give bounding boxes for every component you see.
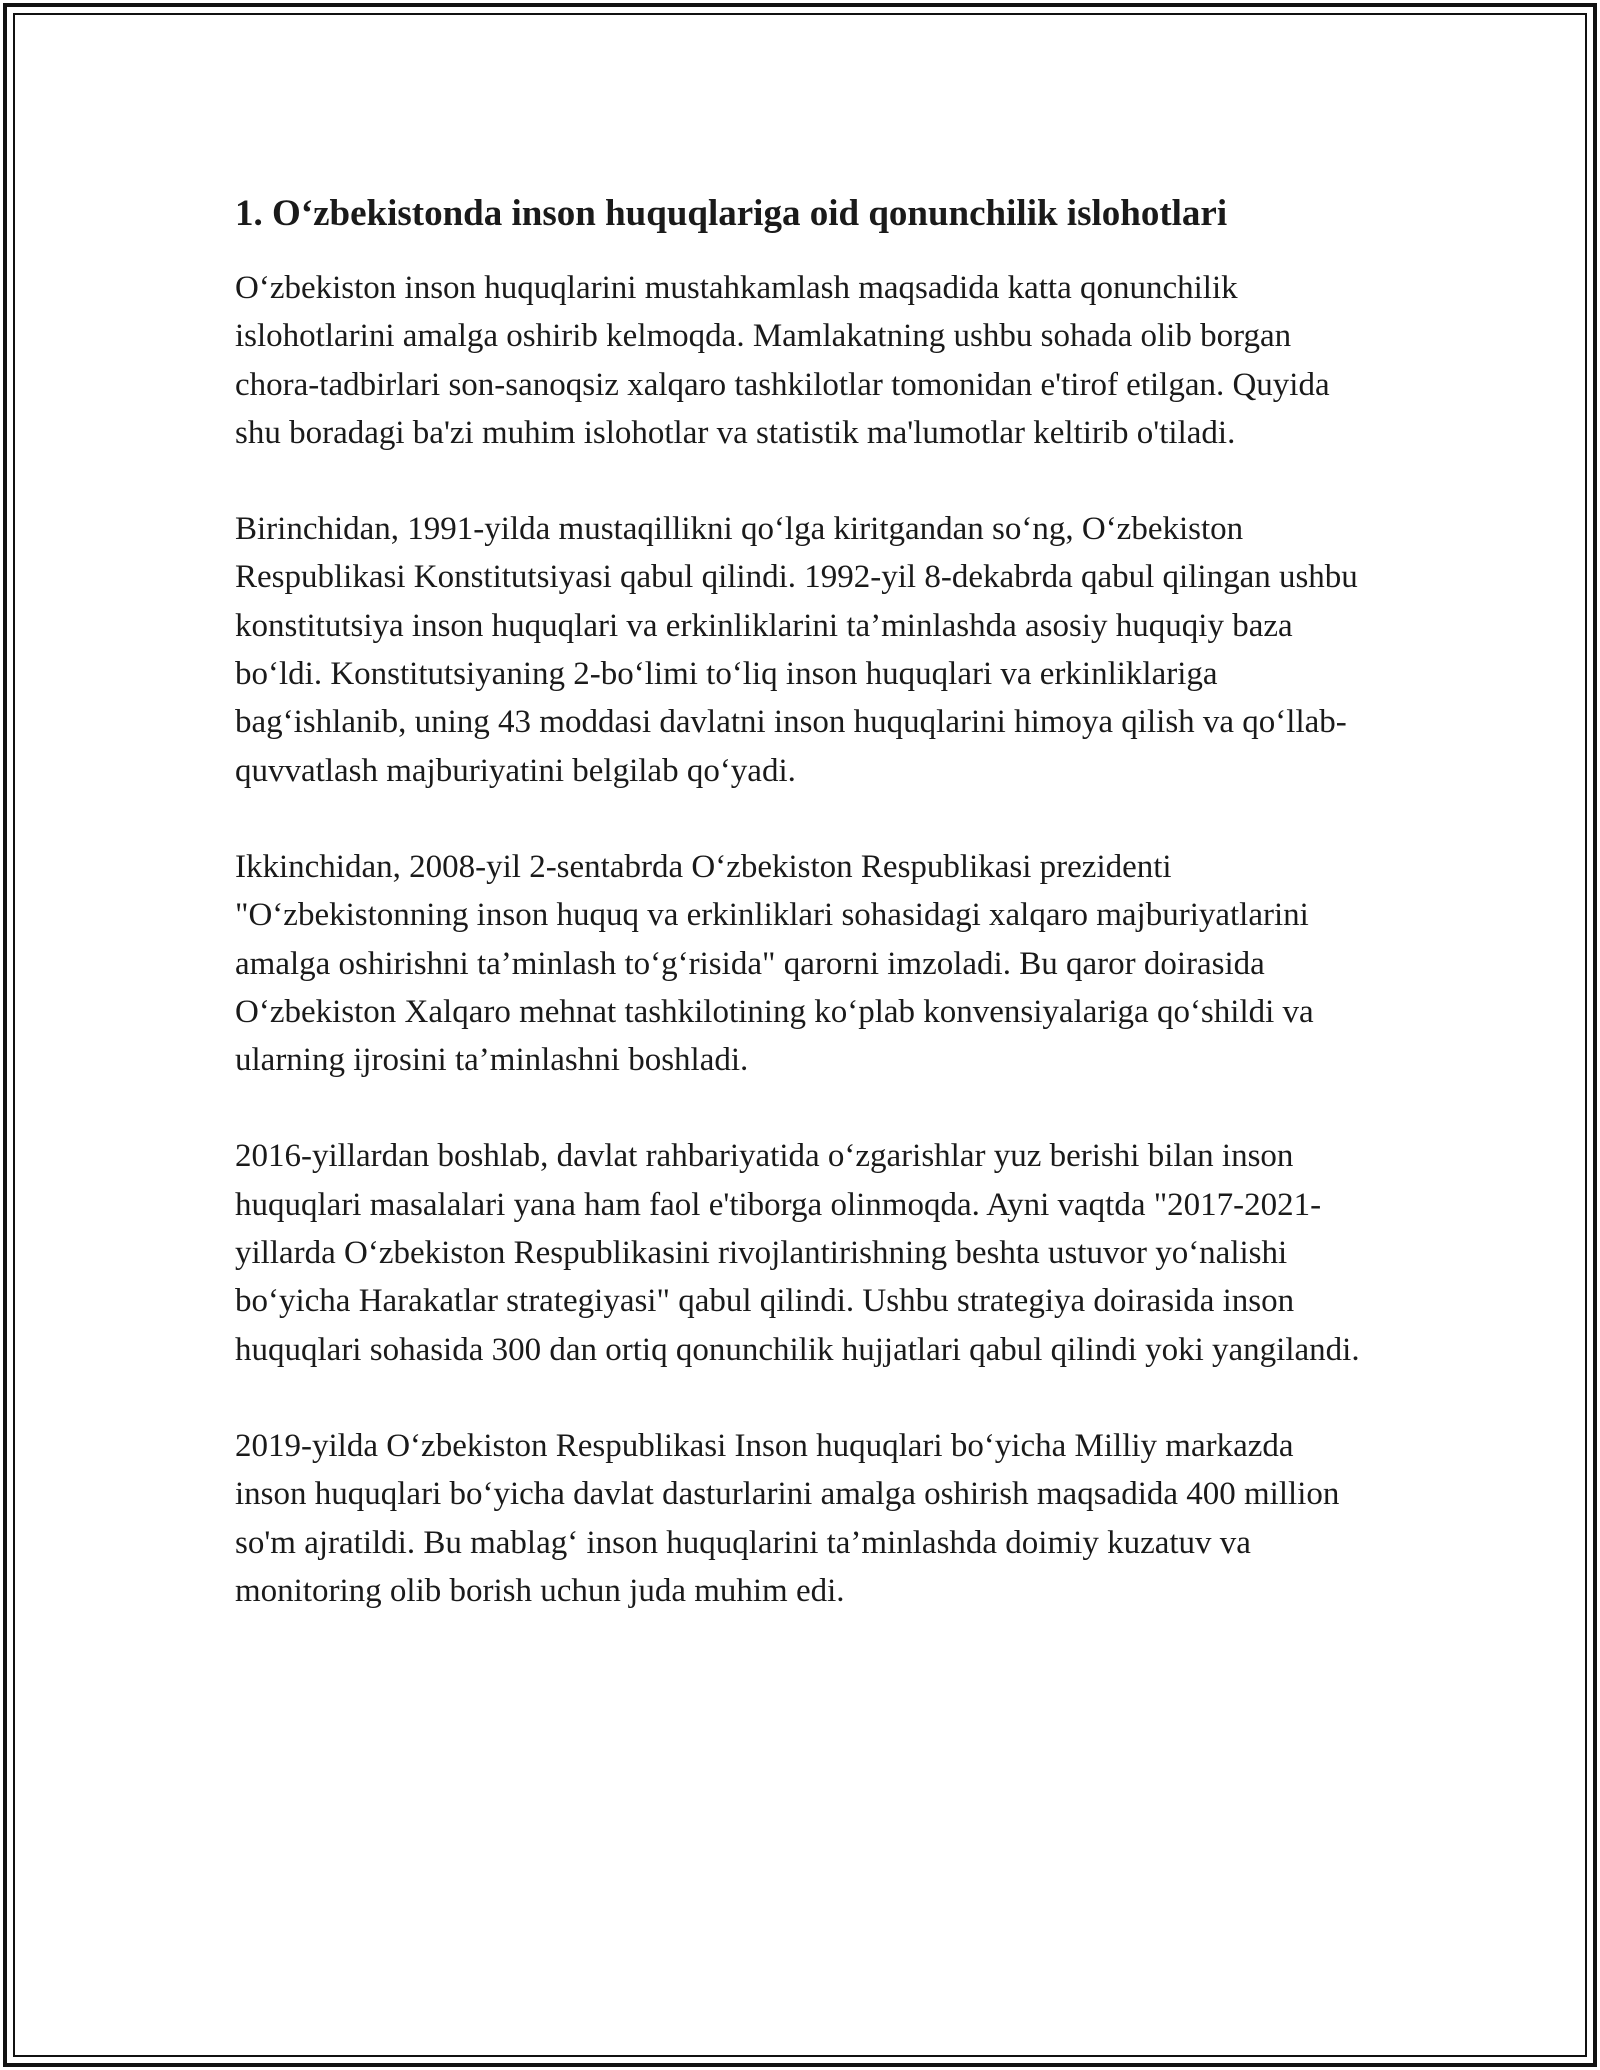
paragraph-2008-decree: Ikkinchidan, 2008-yil 2-sentabrda O‘zbekiston Respublikasi prezidenti "O‘zbekistonning inson huquq va erkinliklari sohasidagi xalqaro majburiyatlarini amalga oshirishni ta’minlash to‘g‘risida" qarorni imzoladi. Bu qaror doirasida O‘zbekiston Xalqaro mehnat tashkilotining ko‘plab konvensiyalariga qo‘shildi va ularning ijrosini ta’minlashni boshladi. — [235, 848, 1314, 1079]
paragraph-intro: O‘zbekiston inson huquqlarini mustahkamlash maqsadida katta qonunchilik islohotlarini amalga oshirib kelmoqda. Mamlakatning ushbu sohada olib borgan chora-tadbirlari son-sanoqsiz xalqaro tashkilotlar tomonidan e'tirof etilgan. Quyida shu boradagi ba'zi muhim islohotlar va statistik ma'lumotlar keltirib o'tiladi. — [235, 270, 1330, 451]
paragraph-2019-funding: 2019-yilda O‘zbekiston Respublikasi Inson huquqlari bo‘yicha Milliy markazda inson huquqlari bo‘yicha davlat dasturlarini amalga oshirish maqsadida 400 million so'm ajratildi. Bu mablag‘ inson huquqlarini ta’minlashda doimiy kuzatuv va monitoring olib borish uchun juda muhim edi. — [235, 1427, 1340, 1609]
paragraph-2016-strategy: 2016-yillardan boshlab, davlat rahbariyatida o‘zgarishlar yuz berishi bilan inson huquqlari masalalari yana ham faol e'tiborga olinmoqda. Ayni vaqtda "2017-2021-yillarda O‘zbekiston Respublikasini rivojlantirishning beshta ustuvor yo‘nalishi bo‘yicha Harakatlar strategiyasi" qabul qilindi. Ushbu strategiya doirasida inson huquqlari sohasida 300 dan ortiq qonunchilik hujjatlari qabul qilindi yoki yangilandi. — [235, 1138, 1360, 1368]
section-heading: 1. O‘zbekistonda inson huquqlariga oid qonunchilik islohotlari — [235, 193, 1228, 234]
paragraph-constitution: Birinchidan, 1991-yilda mustaqillikni qo‘lga kiritgandan so‘ng, O‘zbekiston Respublikasi Konstitutsiyasi qabul qilindi. 1992-yil 8-dekabrda qabul qilingan ushbu konstitutsiya inson huquqlari va erkinliklarini ta’minlashda asosiy huquqiy baza bo‘ldi. Konstitutsiyaning 2-bo‘limi to‘liq inson huquqlari va erkinliklariga bag‘ishlanib, uning 43 moddasi davlatni inson huquqlarini himoya qilish va qo‘llab-quvvatlash majburiyatini belgilab qo‘yadi. — [235, 511, 1358, 789]
document-body — [235, 184, 1370, 1663]
